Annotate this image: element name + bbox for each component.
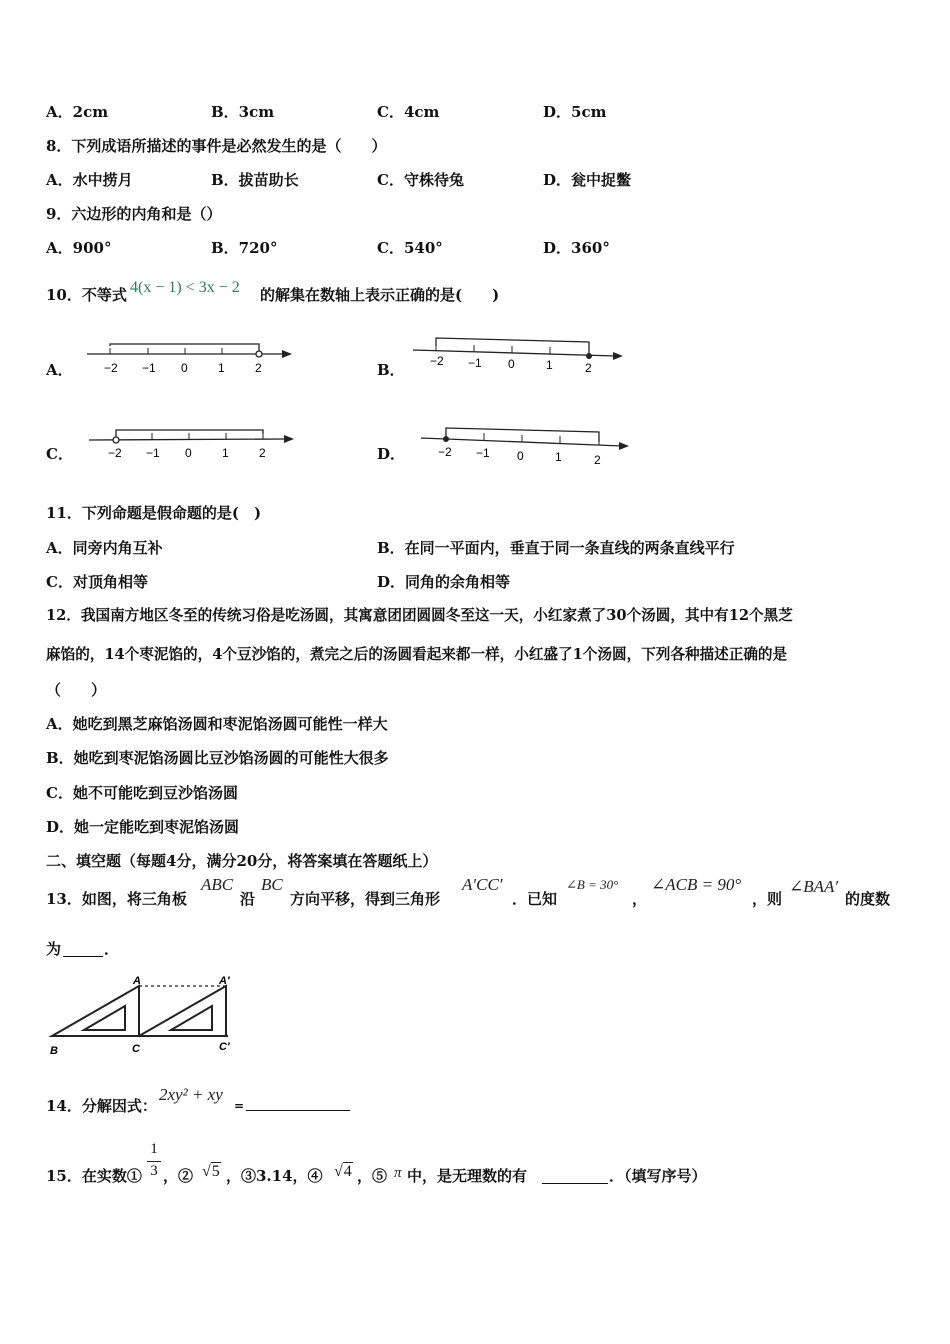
- q8-stem: 8．下列成语所描述的事件是必然发生的是（ ）: [46, 137, 387, 155]
- tick-label: 0: [517, 449, 524, 463]
- q13-triangle-figure: [46, 972, 246, 1060]
- q13-text-5: ，则: [752, 890, 783, 908]
- q8-option-d: D．瓮中捉鳖: [543, 171, 632, 189]
- q12-option-b: B．她吃到枣泥馅汤圆比豆沙馅汤圆的可能性大很多: [46, 749, 389, 767]
- q9-option-d: D．360°: [543, 239, 610, 257]
- q13-sep: ，: [632, 890, 648, 908]
- q12-stem-line2: 麻馅的，14个枣泥馅的，4个豆沙馅的，煮完之后的汤圆看起来都一样，小红盛了1个汤圆，下列各种描述正确的是: [46, 646, 788, 663]
- tick-label: 2: [594, 453, 601, 467]
- q14-equals: =: [234, 1099, 245, 1113]
- number-line-b: [408, 332, 628, 378]
- tick-label: 2: [259, 446, 266, 460]
- q15-fraction: [147, 1140, 161, 1180]
- q15-text-1: 15．在实数①: [46, 1167, 142, 1185]
- tick-label: −2: [430, 354, 444, 368]
- q13-text-6: 的度数: [845, 890, 891, 908]
- tick-label: −1: [468, 356, 482, 370]
- tick-label: −1: [146, 446, 160, 460]
- q13-text-4: ．已知: [512, 890, 558, 908]
- q15-text-2: ，②: [163, 1167, 194, 1185]
- q13-math-abc: ABC: [201, 875, 234, 894]
- tick-label: −1: [476, 446, 490, 460]
- q12-option-c: C．她不可能吃到豆沙馅汤圆: [46, 784, 238, 802]
- tick-label: −1: [142, 361, 156, 375]
- tick-label: −2: [438, 445, 452, 459]
- q15-pi: π: [394, 1165, 402, 1181]
- q8-option-c: C．守株待兔: [377, 171, 464, 189]
- q12-option-d: D．她一定能吃到枣泥馅汤圆: [46, 818, 240, 836]
- number-line-d: [416, 422, 636, 468]
- tick-label: −2: [108, 446, 122, 460]
- q13-math-triangle: A′CC′: [462, 875, 503, 894]
- q13-angle-b: ∠B = 30°: [566, 877, 619, 892]
- q13-angle-baa: ∠BAA′: [789, 877, 839, 896]
- q15-sqrt5: √5: [202, 1163, 220, 1180]
- q13-math-bc: BC: [261, 875, 283, 894]
- q10-inequality: 4(x − 1) < 3x − 2: [130, 279, 240, 296]
- q15-text-6: ．（填写序号）: [609, 1167, 707, 1185]
- q10-label-a: A．: [46, 361, 73, 379]
- q13-answer-blank[interactable]: [63, 942, 103, 957]
- fraction-numerator: 1: [150, 1141, 158, 1157]
- q8-option-b: B．拔苗助长: [211, 171, 299, 189]
- q7-option-c: C．4cm: [377, 103, 440, 121]
- tick-label: 1: [218, 361, 225, 375]
- q10-label-b: B．: [377, 361, 405, 379]
- tick-label: 1: [222, 446, 229, 460]
- point-label-a-prime: A′: [219, 975, 230, 987]
- q15-text-4: ，⑤: [357, 1167, 388, 1185]
- q7-option-b: B．3cm: [211, 103, 275, 121]
- q9-stem: 9．六边形的内角和是（）: [46, 205, 222, 223]
- q9-option-a: A．900°: [46, 239, 112, 257]
- q9-option-c: C．540°: [377, 239, 443, 257]
- section-heading: 二、填空题（每题4分，满分20分，将答案填在答题纸上）: [46, 852, 438, 870]
- point-label-c: C: [132, 1043, 140, 1055]
- point-label-a: A: [133, 975, 141, 987]
- q7-option-d: D．5cm: [543, 103, 607, 121]
- q13-angle-acb: ∠ACB = 90°: [651, 875, 742, 894]
- point-label-c-prime: C′: [219, 1041, 230, 1053]
- q13-text-2: 沿: [240, 890, 256, 908]
- q14-text: 14．分解因式：: [46, 1097, 157, 1115]
- q10-stem-post: 的解集在数轴上表示正确的是( ): [260, 286, 500, 304]
- q14-expression: 2xy² + xy: [159, 1085, 223, 1104]
- q11-option-a: A．同旁内角互补: [46, 539, 163, 557]
- radicand: 4: [343, 1163, 352, 1180]
- q12-stem-line1: 12．我国南方地区冬至的传统习俗是吃汤圆，其寓意团团圆圆冬至这一天，小红家煮了30个汤圆，其中有12个黑芝: [46, 607, 793, 624]
- q13-text-1: 13．如图，将三角板: [46, 890, 187, 908]
- tick-label: 0: [181, 361, 188, 375]
- tick-label: 1: [546, 358, 553, 372]
- tick-label: 1: [555, 450, 562, 464]
- q11-stem: 11．下列命题是假命题的是( ): [46, 504, 262, 522]
- q11-option-c: C．对顶角相等: [46, 573, 148, 591]
- tick-label: 0: [508, 357, 515, 371]
- q15-sqrt4: √4: [334, 1163, 352, 1180]
- q8-option-a: A．水中捞月: [46, 171, 133, 189]
- number-line-a: [82, 336, 297, 378]
- q13-text-3: 方向平移，得到三角形: [290, 890, 441, 908]
- fraction-denominator: 3: [147, 1161, 161, 1180]
- point-label-b: B: [50, 1045, 58, 1057]
- q15-text-5: 中，是无理数的有: [407, 1167, 528, 1185]
- tick-label: 2: [255, 361, 262, 375]
- q15-text-3: ，③3.14，④: [226, 1167, 323, 1185]
- radicand: 5: [211, 1163, 220, 1180]
- q10-label-d: D．: [377, 445, 406, 463]
- q10-stem-pre: 10．不等式: [46, 286, 127, 304]
- q13-text-7: 为: [46, 940, 62, 958]
- tick-label: 2: [585, 361, 592, 375]
- q12-option-a: A．她吃到黑芝麻馅汤圆和枣泥馅汤圆可能性一样大: [46, 715, 388, 733]
- q9-option-b: B．720°: [211, 239, 278, 257]
- tick-label: 0: [185, 446, 192, 460]
- tick-label: −2: [104, 361, 118, 375]
- q7-option-a: A．2cm: [46, 103, 109, 121]
- q12-stem-line3: （ ）: [46, 681, 107, 699]
- q11-option-b: B．在同一平面内，垂直于同一条直线的两条直线平行: [377, 539, 735, 557]
- number-line-c: [84, 422, 299, 464]
- q11-option-d: D．同角的余角相等: [377, 573, 511, 591]
- q15-answer-blank[interactable]: [542, 1169, 608, 1184]
- q10-label-c: C．: [46, 445, 73, 463]
- q14-answer-blank[interactable]: [246, 1096, 350, 1111]
